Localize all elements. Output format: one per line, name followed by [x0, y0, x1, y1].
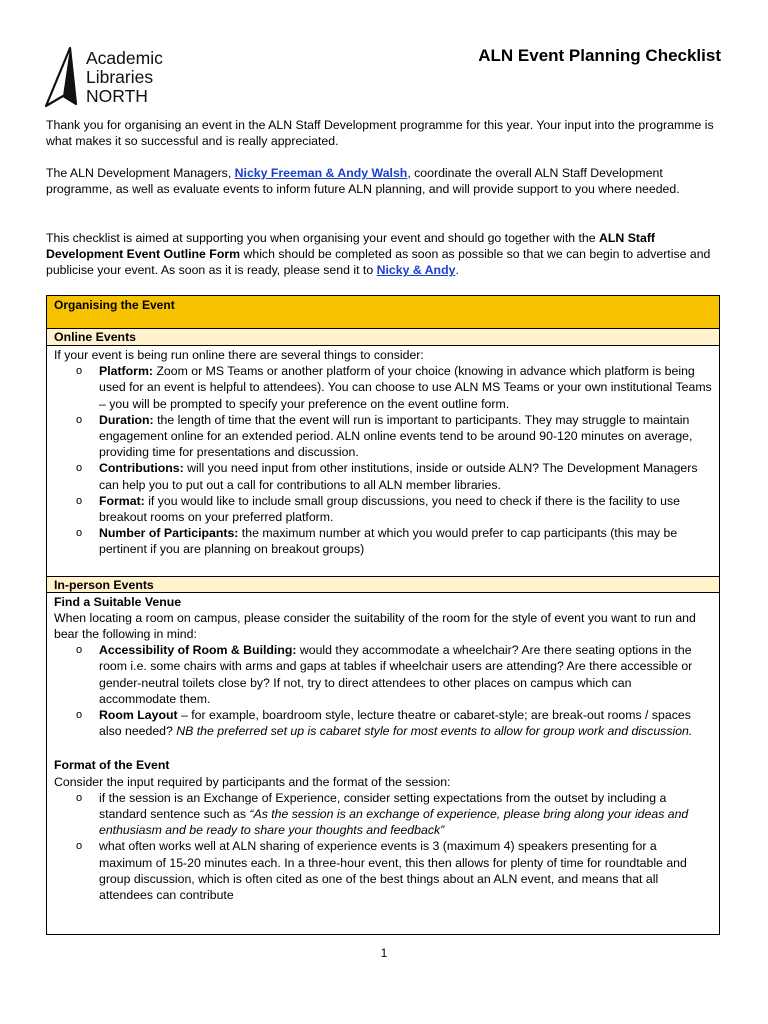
list-item [76, 642, 712, 707]
list-item [76, 493, 712, 525]
item-text: the maximum number at which you would prefer to cap participants (this may be pertinent if you are planning on breakout groups) [99, 526, 678, 557]
online-events-section [47, 346, 719, 576]
item-text: if you would like to include small group discussions, you need to check if there is the facility to use breakout rooms on your preferred platform. [99, 493, 680, 525]
item-text: will you need input from other institutions, inside or outside ALN? The Development Managers can help you to put out a call for contributions to all ALN member libraries. [99, 461, 698, 492]
logo-line-3: NORTH [86, 86, 148, 106]
bullet-icon: o [76, 413, 83, 426]
managers-link[interactable]: Nicky Freeman & Andy Walsh [234, 166, 408, 180]
logo-line-1: Academic [86, 48, 163, 68]
item-quote: “As the session is an exchange of experience, please bring along your ideas and enthusiasm and be ready to share your thoughts and feedback” [99, 807, 689, 838]
intro-paragraph-3 [46, 230, 722, 279]
table-header: Organising the Event [47, 296, 719, 329]
online-events-lead: If your event is being run online there are several things to consider: [54, 348, 424, 362]
item-text: what often works well at ALN sharing of experience events is 3 (maximum 4) speakers presenting for a maximum of 15-20 minutes each. In a three-hour event, this then allows for plenty of time for roundtable and group discussion, which is often cited as one of the best things about an ALN event, and means that all attendees can contribute [99, 839, 687, 903]
bullet-icon: o [76, 644, 83, 657]
item-term: Room Layout [99, 708, 178, 723]
bullet-icon: o [76, 527, 83, 540]
item-text: if the session is an Exchange of Experience, consider setting expectations from the outset by including a standard sentence such as [99, 790, 667, 822]
outline-form-name: ALN Staff Development Event Outline Form [46, 231, 656, 262]
spacer [54, 558, 712, 576]
item-text: would they accommodate a wheelchair? Are there seating options in the room i.e. some chairs with arms and gaps at tables if wheelchair users are attending? Are there accessible or gender-neutral toilets close by? If not, try to direct attendees to other places on campus which can accommodate them. [99, 643, 693, 706]
item-term: Number of Participants: [99, 526, 239, 541]
list-item [76, 707, 712, 739]
bullet-icon: o [76, 709, 83, 722]
p3-text-end: . [455, 263, 459, 278]
list-item [76, 412, 712, 461]
p3-text-before: This checklist is aimed at supporting you when organising your event and should go together with the [46, 231, 599, 245]
list-item [76, 525, 712, 557]
online-events-list [54, 363, 712, 557]
spacer [54, 739, 712, 757]
format-list [54, 790, 712, 903]
send-to-link[interactable]: Nicky & Andy [376, 263, 456, 278]
list-item [76, 363, 712, 412]
checklist-table [46, 295, 720, 935]
item-term: Accessibility of Room & Building: [99, 643, 297, 658]
p3-text-after: which should be completed as soon as possible so that we can begin to advertise and publicise your event. As soon as it is ready, please send it to [46, 247, 711, 278]
venue-lead: When locating a room on campus, please consider the suitability of the room for the style of event you want to run and bear the following in mind: [54, 610, 696, 642]
page-number: 1 [380, 946, 388, 960]
list-item [76, 838, 712, 903]
inperson-events-section [47, 593, 719, 904]
bullet-icon: o [76, 840, 83, 853]
logo-line-2: Libraries [86, 67, 154, 87]
item-term: Contributions: [99, 461, 184, 476]
format-heading: Format of the Event [54, 758, 170, 773]
format-lead: Consider the input required by participants and the format of the session: [54, 774, 451, 789]
venue-list [54, 642, 712, 739]
item-text: the length of time that the event will run is important to participants. They may struggle to maintain engagement online for an extended period. ALN online events tend to be around 90-120 minutes on average, providing time for presentations and discussion. [99, 412, 693, 460]
item-note: NB the preferred set up is cabaret style for most events to allow for group work and discussion. [176, 724, 693, 739]
item-term: Platform: [99, 364, 153, 379]
logo-text [86, 49, 163, 106]
item-term: Format: [99, 493, 145, 508]
bullet-icon: o [76, 462, 83, 475]
intro-paragraph-1: Thank you for organising an event in the ALN Staff Development programme for this year. Your input into the programme is what makes it so successful and is really appreciated. [46, 118, 714, 149]
bullet-icon: o [76, 494, 83, 507]
p2-text-before: The ALN Development Managers, [46, 166, 235, 180]
list-item [76, 460, 712, 492]
bullet-icon: o [76, 365, 83, 378]
aln-logo [44, 46, 184, 110]
online-events-heading: Online Events [47, 329, 719, 346]
p2-text-after: , coordinate the overall ALN Staff Development programme, as well as evaluate events to inform future ALN planning, and will provide support to you where needed. [46, 166, 680, 197]
bullet-icon: o [76, 791, 83, 804]
list-item [76, 790, 712, 839]
item-term: Duration: [99, 412, 154, 427]
intro-paragraph-2 [46, 165, 722, 197]
inperson-events-heading: In-person Events [47, 576, 719, 593]
venue-heading: Find a Suitable Venue [54, 594, 182, 609]
page-title: ALN Event Planning Checklist [478, 46, 721, 65]
item-text: Zoom or MS Teams or another platform of your choice (knowing in advance which platform is being used for an event is helpful to attendees). You can choose to use ALN MS Teams or your own institutional Teams – you will be prompted to specify your preference on the event outline form. [99, 364, 712, 411]
item-text: – for example, boardroom style, lecture theatre or cabaret-style; are break-out rooms / spaces also needed? [99, 708, 691, 739]
aln-logo-mark-icon [44, 46, 84, 110]
